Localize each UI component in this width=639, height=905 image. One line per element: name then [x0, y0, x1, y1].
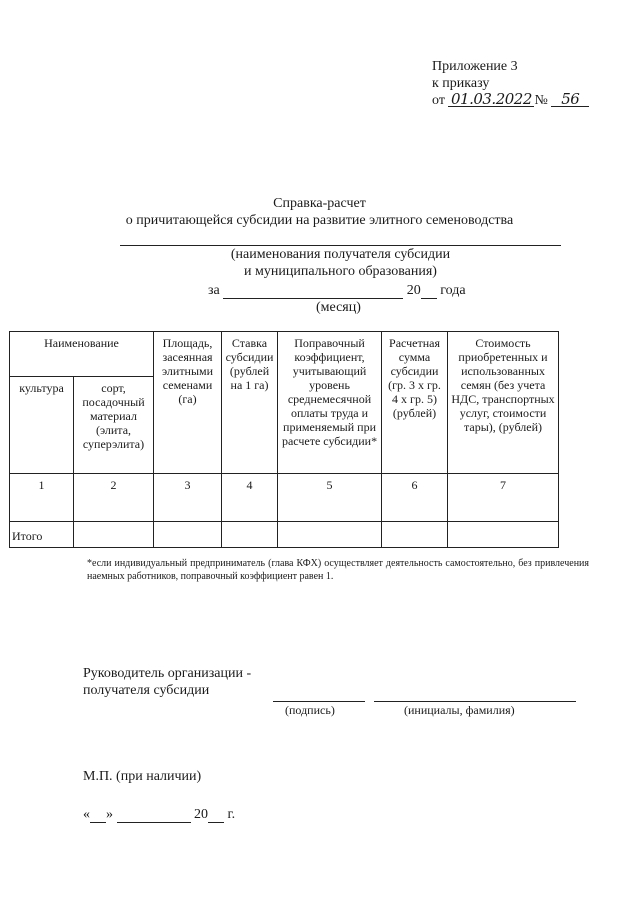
- date-month-blank: [117, 808, 191, 823]
- annex-line2: к приказу: [432, 76, 490, 91]
- column-number: 2: [74, 474, 154, 522]
- period-year-prefix: 20: [406, 283, 421, 298]
- total-cell: [278, 522, 382, 548]
- period-caption: (месяц): [316, 300, 361, 315]
- period-prefix: за: [208, 283, 220, 298]
- signature-label-line2: получателя субсидии: [83, 683, 210, 698]
- column-number: 6: [382, 474, 448, 522]
- annex-from-label: от: [432, 93, 445, 108]
- total-cell: [382, 522, 448, 548]
- date-year-blank: [208, 808, 224, 823]
- name-caption: (инициалы, фамилия): [404, 703, 515, 717]
- header-area: Площадь, засеянная элитными семенами (га): [154, 332, 222, 474]
- column-number: 3: [154, 474, 222, 522]
- header-cost: Стоимость приобретенных и использованных семян (без учета НДС, транспортных услуг, стоимости тары), (рублей): [448, 332, 559, 474]
- annex-number-handwritten: 56: [551, 92, 589, 107]
- column-number: 4: [222, 474, 278, 522]
- period-year-suffix: года: [440, 283, 466, 298]
- recipient-caption-line2: и муниципального образования): [244, 264, 437, 279]
- signature-label-line1: Руководитель организации -: [83, 666, 252, 681]
- total-label: Итого: [10, 522, 74, 548]
- signature-caption: (подпись): [285, 703, 335, 717]
- footnote: *если индивидуальный предприниматель (глава КФХ) осуществляет деятельность самостоятельно, без привлечения наемных работников, поправочный коэффициент равен 1.: [87, 558, 589, 582]
- header-calc-sum: Расчетная сумма субсидии (гр. 3 х гр. 4 х гр. 5) (рублей): [382, 332, 448, 474]
- column-number: 1: [10, 474, 74, 522]
- annex-number-label: №: [534, 93, 548, 108]
- document-title: [0, 195, 639, 229]
- name-line: [374, 701, 576, 702]
- period-year-blank: [421, 284, 437, 299]
- title-line1: Справка-расчет: [273, 196, 366, 211]
- total-cell: [222, 522, 278, 548]
- period-month-blank: [223, 284, 403, 299]
- header-culture: культура: [10, 377, 74, 474]
- date-year-prefix: 20: [194, 807, 208, 822]
- signature-line: [273, 701, 365, 702]
- date-line: [83, 807, 235, 823]
- header-name-group: Наименование: [10, 332, 154, 377]
- date-day-blank: [90, 808, 106, 823]
- annex-line3: [432, 92, 589, 109]
- annex-line1: Приложение 3: [432, 59, 518, 74]
- date-year-suffix: г.: [227, 807, 236, 822]
- total-cell: [74, 522, 154, 548]
- header-coefficient: Поправочный коэффициент, учитывающий уровень среднемесячной оплаты труда и применяемый при расчете субсидии*: [278, 332, 382, 474]
- recipient-caption-line1: (наименования получателя субсидии: [230, 247, 451, 262]
- column-number: 5: [278, 474, 382, 522]
- recipient-caption: [120, 246, 561, 280]
- header-variety: сорт, посадочный материал (элита, суперэлита): [74, 377, 154, 474]
- period-line: [208, 283, 466, 299]
- signature-label: [83, 665, 251, 699]
- annex-header: [432, 58, 589, 109]
- column-numbers-row: [10, 474, 559, 522]
- total-cell: [154, 522, 222, 548]
- column-number: 7: [448, 474, 559, 522]
- annex-date-handwritten: 01.03.2022: [448, 92, 534, 107]
- total-cell: [448, 522, 559, 548]
- date-close-quote: »: [106, 807, 113, 822]
- total-row: [10, 522, 559, 548]
- header-rate: Ставка субсидии (рублей на 1 га): [222, 332, 278, 474]
- subsidy-table: [9, 331, 559, 548]
- title-line2: о причитающейся субсидии на развитие элитного семеноводства: [125, 213, 514, 228]
- stamp-label: М.П. (при наличии): [83, 769, 202, 784]
- date-open-quote: «: [83, 807, 90, 822]
